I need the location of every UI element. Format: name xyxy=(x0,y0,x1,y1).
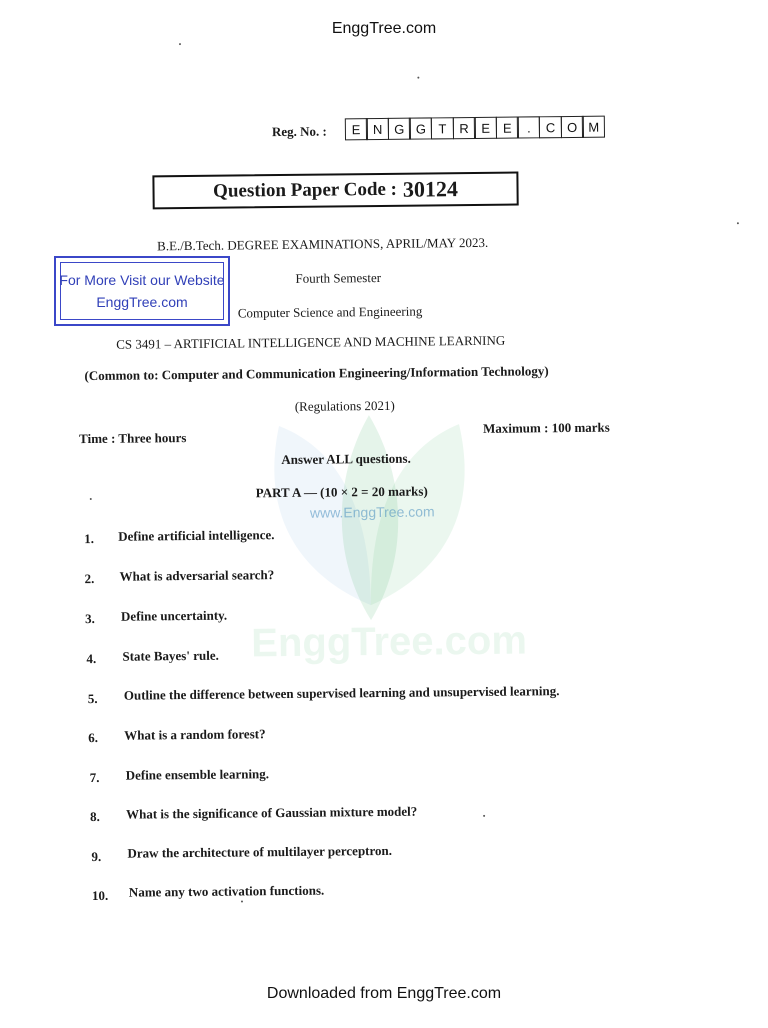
question-number: 10. xyxy=(91,887,109,904)
question-text: Name any two activation functions. xyxy=(128,882,325,900)
question-number: 1. xyxy=(84,530,95,547)
scan-speck xyxy=(241,900,243,902)
download-footer: Downloaded from EnggTree.com xyxy=(266,985,502,1002)
scan-speck xyxy=(737,222,739,224)
website-promo-box[interactable] xyxy=(54,256,230,326)
reg-box: M xyxy=(582,116,605,138)
branch: Computer Science and Engineering xyxy=(237,303,423,321)
question-number: 2. xyxy=(84,570,95,587)
reg-box: T xyxy=(431,117,454,139)
question-number: 5. xyxy=(87,690,98,707)
question-text: Draw the architecture of multilayer perceptron. xyxy=(127,842,393,861)
question-text: What is the significance of Gaussian mixture model? xyxy=(125,803,418,822)
question-text: Outline the difference between supervised learning and unsupervised learning. xyxy=(123,683,560,703)
semester: Fourth Semester xyxy=(295,269,382,286)
site-header: EnggTree.com xyxy=(331,20,437,37)
promo-site-link[interactable]: EnggTree.com xyxy=(96,294,188,310)
question-text: Define ensemble learning. xyxy=(125,766,270,783)
course-title: CS 3491 – ARTIFICIAL INTELLIGENCE AND MACHINE LEARNING xyxy=(116,332,506,352)
question-text: What is a random forest? xyxy=(124,726,266,743)
reg-box: E xyxy=(474,117,497,139)
reg-box: N xyxy=(366,118,389,140)
scan-speck xyxy=(417,77,419,79)
reg-box: G xyxy=(388,118,411,140)
duration: Time : Three hours xyxy=(79,430,187,447)
reg-box: E xyxy=(344,118,367,140)
reg-box: O xyxy=(560,116,583,138)
reg-box: R xyxy=(452,117,475,139)
scan-speck xyxy=(179,43,181,45)
regulations: (Regulations 2021) xyxy=(294,397,395,414)
question-number: 6. xyxy=(88,729,99,746)
scan-speck xyxy=(483,815,485,817)
paper-code-value: 30124 xyxy=(402,176,459,202)
watermark-url: www.EnggTree.com xyxy=(309,503,435,521)
promo-inner-frame xyxy=(60,262,224,320)
question-number: 7. xyxy=(89,769,100,786)
reg-no-label: Reg. No. : xyxy=(271,123,327,140)
instruction: Answer ALL questions. xyxy=(281,450,411,468)
question-text: Define uncertainty. xyxy=(120,607,228,624)
question-number: 9. xyxy=(91,848,102,865)
question-number: 4. xyxy=(86,650,97,667)
reg-box: C xyxy=(539,116,562,138)
promo-text: For More Visit our Website xyxy=(59,272,225,288)
question-number: 8. xyxy=(90,808,100,825)
part-a-heading: PART A — (10 × 2 = 20 marks) xyxy=(255,483,428,501)
common-to: (Common to: Computer and Communication Engineering/Information Technology) xyxy=(84,363,549,384)
reg-box: G xyxy=(409,117,432,139)
paper-code-label: Question Paper Code : xyxy=(213,178,398,202)
watermark-brand: EnggTree.com xyxy=(251,618,528,666)
exam-title: B.E./B.Tech. DEGREE EXAMINATIONS, APRIL/MAY 2023. xyxy=(157,234,489,254)
question-text: Define artificial intelligence. xyxy=(118,527,275,544)
question-paper-code-box xyxy=(152,172,518,210)
reg-box: . xyxy=(517,116,540,138)
maximum-marks: Maximum : 100 marks xyxy=(482,419,610,436)
question-text: State Bayes' rule. xyxy=(122,647,219,664)
question-text: What is adversarial search? xyxy=(119,567,275,584)
question-number: 3. xyxy=(84,610,95,627)
reg-no-boxes xyxy=(346,116,606,141)
reg-box: E xyxy=(496,117,519,139)
scan-speck xyxy=(90,498,92,500)
